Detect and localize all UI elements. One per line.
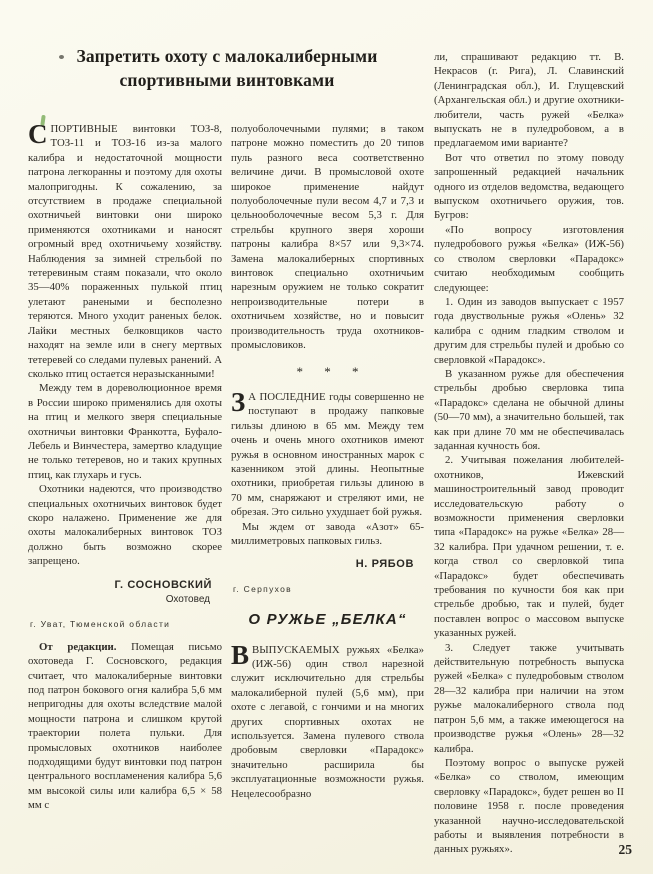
letter1-signature-location: г. Уват, Тюменской области — [30, 619, 171, 630]
belka-paragraph-2: ли, спрашивают редакцию тт. В. Некрасов (г. Рига), Л. Славинский (Ленинградская обл.), И. Глущевский (Архангельская обл.) и другие охотники-любители, часть ружей «Белка» выпускать не в пуледробовом, а в предлагаемом ими варианте? — [434, 51, 624, 150]
belka-paragraph-1 — [231, 639, 424, 801]
belka-paragraph-6: В указанном ружье для обеспечения стрельбы дробью сверловка типа «Парадокс» сделана не обычной длины (50—70 мм), а значительно большей, так как при длине 70 мм не обеспечивалась заданная кучность боя. — [434, 367, 624, 452]
belka-paragraph-8: 3. Следует также учитывать действительную потребность выпуска ружей «Белка» с пуледробовым стволом 28—32 калибра при наличии на этом ружье малокалиберного ствола под патрон 5,6 мм, а также имеющегося на производстве ружья «Олень» 28—32 калибра. — [434, 641, 624, 755]
letter1-paragraph-1 — [28, 119, 222, 381]
belka-paragraph-9: Поэтому вопрос о выпуске ружей «Белка» со стволом, имеющим сверловку «Парадокс», будет решен во II половине 1958 г. после проведения указанной научно-исследовательской работы и выявления потребности в данных ружьях». — [434, 756, 624, 856]
letter1-paragraph-1-text: ПОРТИВНЫЕ винтовки ТОЗ-8, ТОЗ-11 и ТОЗ-16 из-за малого калибра и недостаточной мощности патрона легкоранны и поэтому для охоты малопригодны. К сожалению, за отсутствием в продаже специальной охотничьей винтовки они широко применяются охотниками и наносят огромный вред охотничьему хозяйству. Наблюдения за зимней стрельбой по тетеревиным стаям показали, что около 35—40% пораженных пулькой птиц улетают ранеными и бесполезно теряются. Много уходит раненых белок. Лайки местных белковщиков часто находят на земле или в снегу мертвых тетеревей со следами пулевых ранений. А сколько птиц остается неразысканными! — [28, 123, 222, 380]
belka-paragraph-4: «По вопросу изготовления пуледробового ружья «Белка» (ИЖ-56) со стволом сверловки «Парадокс» считаю необходимым сообщить следующее: — [434, 223, 624, 294]
article-title: Запретить охоту с малокалиберными спортивными винтовками — [76, 46, 378, 90]
letter2-paragraph-1 — [231, 386, 424, 520]
belka-paragraph-1-text: ВЫПУСКАЕМЫХ ружьях «Белка» (ИЖ-56) один ствол нарезной служит исключительно для стрельбы малокалиберной пулей (5,6 мм), при охоте с легавой, с гончими и на многих других спортивных охотах не используется. Замена пулевого ствола дробовым сверловки «Парадокс» значительно расширила бы эксплуатационные возможности ружья. Нецелесообразно — [231, 643, 424, 800]
letter2-paragraph-1-text: А ПОСЛЕДНИЕ годы совершенно не поступают в продажу папковые гильзы длиною в 65 мм. Между тем очень и очень много охотников имеют ружья в основном иностранных марок с казенником этой длины. Неопытные охотники, приобретая гильзы длиною в 70 мм, снаряжают и стреляют ими, не обрезая. Это сильно ухудшает бой ружья. — [231, 390, 424, 519]
letter1-paragraph-2: Между тем в дореволюционное время в России широко применялись для охоты на птиц и мелкого зверя специальные охотничьи винтовки Франкотта, Буфало-Лебель и Винчестера, замертво кладущие не только тетеревов, но и таких крупных птиц, как глухарь и гусь. — [28, 382, 222, 481]
dropcap-letter: В — [231, 639, 250, 670]
dropcap-letter: С — [28, 119, 48, 149]
editorial-note-paragraph-1 — [28, 640, 222, 813]
belka-paragraph-3: Вот что ответил по этому поводу запрошенный редакцией начальник одного из отделов ведомства, ведающего выпуском охотничьего оружия, тов. Бугров: — [434, 151, 624, 222]
page-number: 25 — [618, 842, 632, 857]
dropcap-letter: З — [231, 386, 246, 417]
editorial-note-lead: От редакции. — [39, 640, 117, 653]
letter2-paragraph-2: Мы ждем от завода «Азот» 65-миллиметровых папковых гильз. — [231, 520, 424, 547]
editorial-note-paragraph-1-text: Помещая письмо охотоведа Г. Сосновского, редакция считает, что малокалиберные винтовки под патрон бокового огня калибра 5,6 мм непригодны для охоты вследствие малой мощности патрона и слишком крутой траектории полета пульки. Для промысловых охотников наиболее подходящими будут винтовки под патрон центрального воспламенения калибра 5,6 мм высокой силы или калибра 6,5 × 58 мм с — [28, 640, 222, 812]
editorial-note-paragraph-2: полуоболочечными пулями; в таком патроне можно поместить до 20 типов пуль разного веса соответственно величине дичи. В промысловой охоте широкое применение найдут полуоболочечные пули весом 4,7 и 7,3 и цельнооболочечные весом 5,3 г. Для стрельбы крупного зверя хороши патроны калибра 8×57 или 9,3×74. Замена малокалиберных спортивных винтовок специально охотничьим нарезным оружием не только сократит непроизводительные потери в охотничьем хозяйстве, но и повысит производительность труда охотников-промысловиков. — [231, 123, 424, 352]
belka-paragraph-7: 2. Учитывая пожелания любителей-охотников, Ижевский машиностроительный завод проводит исследовательскую работу о возможности применения сверловки типа «Парадокс» на ружье «Белка» 28—32 калибра. При удачном решении, т. е. когда ствол со сверловкой типа «Парадокс» будет обеспечивать требования по кучности боя как при стрельбе дробью, так и пулей, будет поставлен вопрос о массовом выпуске указанных ружей. — [434, 454, 624, 640]
letter1-signature-name: Г. СОСНОВСКИЙ — [114, 578, 212, 591]
letter2-signature-location: г. Серпухов — [233, 583, 292, 594]
column-3 — [434, 50, 624, 857]
column-1 — [28, 119, 222, 813]
belka-paragraph-5: 1. Один из заводов выпускает с 1957 года двуствольные ружья «Олень» 32 калибра с одним гладким стволом и другим для стрельбы пулей и дробью со сверловкой «Парадокс». — [434, 295, 624, 366]
asterisk-separator: * * * — [296, 363, 368, 379]
column-2 — [231, 122, 424, 801]
letter1-paragraph-3: Охотники надеются, что производство специальных охотничьих винтовок будет скоро налажено. Применение же для охоты малокалиберных винтовок ТОЗ должно быть возможно скорее запрещено. — [28, 483, 222, 568]
letter1-signature-role: Охотовед — [165, 594, 210, 605]
letter2-signature-name: Н. РЯБОВ — [355, 558, 414, 571]
belka-article-heading: О РУЖЬЕ „БЕЛКА“ — [248, 611, 407, 629]
